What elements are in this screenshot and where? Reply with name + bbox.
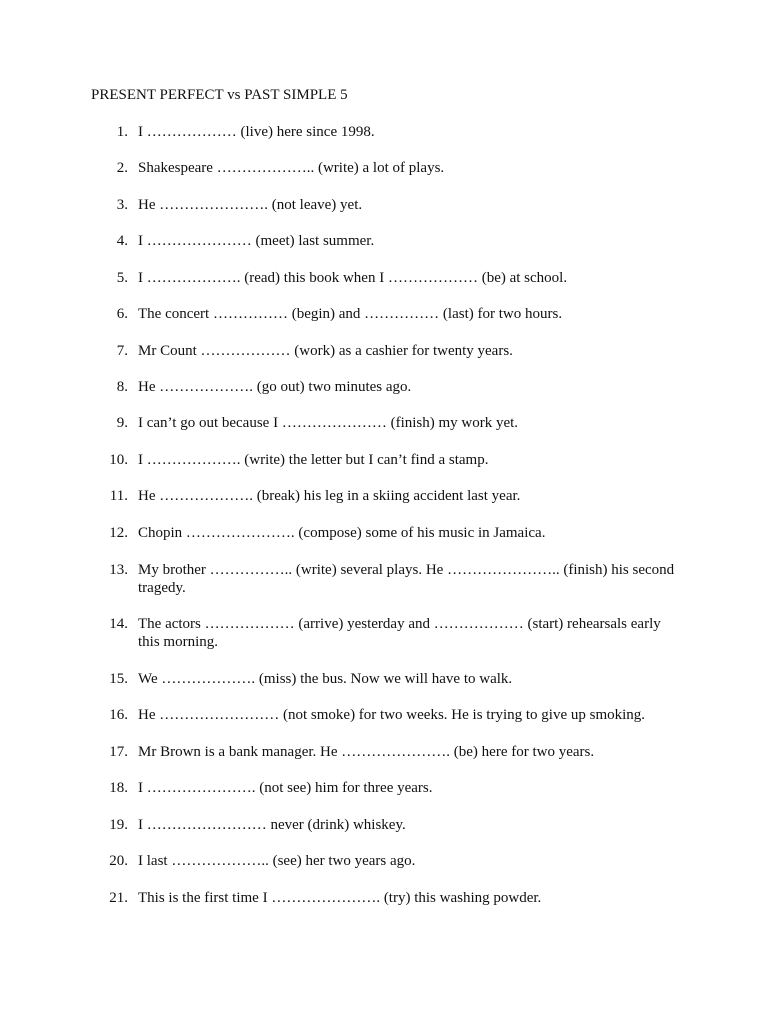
item-text: I ………………. (write) the letter but I can’t find a stamp.	[138, 452, 489, 468]
item-number: 20.	[109, 853, 128, 869]
item-text: He ………………. (go out) two minutes ago.	[138, 379, 412, 395]
item-text: Shakespeare ……………….. (write) a lot of plays.	[138, 160, 445, 176]
item-number: 16.	[109, 707, 128, 723]
item-number: 3.	[116, 197, 128, 213]
item-text: I …………………. (not see) him for three years.	[138, 780, 433, 796]
item-number: 19.	[109, 817, 128, 833]
item-text: I last ……………….. (see) her two years ago.	[138, 853, 416, 869]
item-number: 15.	[109, 671, 128, 687]
item-number: 1.	[116, 124, 128, 140]
item-number: 9.	[116, 415, 128, 431]
item-number: 11.	[109, 488, 128, 504]
item-text: Mr Brown is a bank manager. He …………………. (be) here for two years.	[138, 744, 595, 760]
item-text: My brother …………….. (write) several plays. He ………………….. (finish) his second tragedy.	[138, 562, 675, 596]
item-text: This is the first time I …………………. (try) this washing powder.	[138, 890, 542, 906]
item-number: 5.	[116, 270, 128, 286]
item-number: 13.	[109, 562, 128, 578]
item-text: Chopin …………………. (compose) some of his music in Jamaica.	[138, 525, 546, 541]
item-number: 12.	[109, 525, 128, 541]
item-number: 18.	[109, 780, 128, 796]
item-number: 2.	[116, 160, 128, 176]
item-number: 17.	[109, 744, 128, 760]
page-title: PRESENT PERFECT vs PAST SIMPLE 5	[91, 87, 348, 103]
item-number: 14.	[109, 616, 128, 632]
item-text: I ……………… (live) here since 1998.	[138, 124, 375, 140]
item-number: 4.	[116, 233, 128, 249]
item-number: 6.	[116, 306, 128, 322]
item-text: The actors ……………… (arrive) yesterday and ……………… (start) rehearsals early this morning.	[138, 616, 661, 650]
item-text: We ………………. (miss) the bus. Now we will have to walk.	[138, 671, 513, 687]
item-number: 7.	[116, 343, 128, 359]
item-number: 21.	[109, 890, 128, 906]
item-text: I can’t go out because I ………………… (finish) my work yet.	[138, 415, 519, 431]
item-text: He ………………. (break) his leg in a skiing accident last year.	[138, 488, 521, 504]
item-number: 8.	[116, 379, 128, 395]
item-text: He …………………… (not smoke) for two weeks. He is trying to give up smoking.	[138, 707, 646, 723]
item-number: 10.	[109, 452, 128, 468]
item-text: I ………………. (read) this book when I ……………… (be) at school.	[138, 270, 568, 286]
item-text: I ………………… (meet) last summer.	[138, 233, 375, 249]
item-text: Mr Count ……………… (work) as a cashier for twenty years.	[138, 343, 513, 359]
item-text: The concert …………… (begin) and …………… (last) for two hours.	[138, 306, 563, 322]
item-text: He …………………. (not leave) yet.	[138, 197, 363, 213]
item-text: I …………………… never (drink) whiskey.	[138, 817, 406, 833]
